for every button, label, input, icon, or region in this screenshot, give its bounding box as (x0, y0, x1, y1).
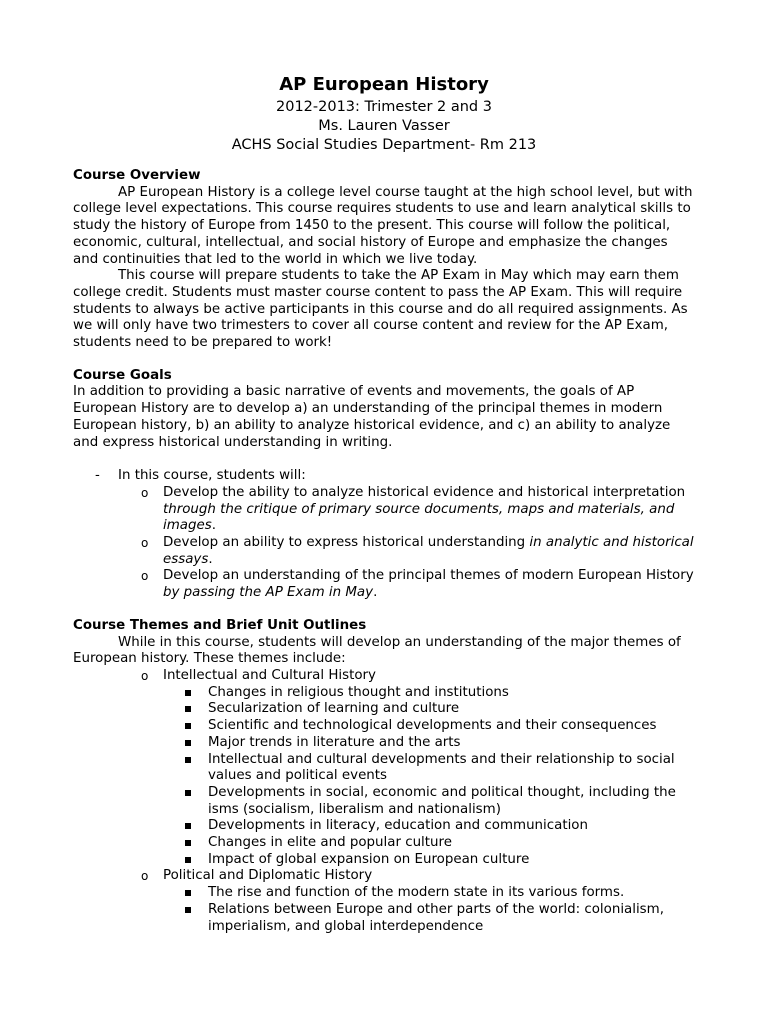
theme-item (73, 718, 695, 735)
theme-item-text: Changes in religious thought and institutions (208, 684, 509, 700)
themes-list-2 (73, 868, 695, 885)
goal-emphasis: through the critique of primary source documents, maps and materials, and images (163, 501, 675, 534)
square-bullet (185, 790, 191, 796)
theme-group (73, 668, 695, 685)
theme-group-title: Political and Diplomatic History (163, 868, 373, 884)
teacher-line: Ms. Lauren Vasser (318, 118, 450, 134)
square-bullet (185, 840, 191, 846)
theme-group (73, 868, 695, 885)
theme-item-text: Scientific and technological developments and their consequences (208, 718, 657, 734)
document-title: AP European History (279, 74, 489, 95)
goal-tail: . (373, 585, 378, 601)
square-bullet (185, 740, 191, 746)
circle-bullet: o (141, 485, 149, 500)
theme-item-text: The rise and function of the modern state in its various forms. (208, 885, 625, 901)
course-overview-heading: Course Overview (73, 168, 201, 183)
themes-intro: While in this course, students will develop an understanding of the major themes of European history. These themes include: (73, 634, 681, 667)
overview-paragraph-1: AP European History is a college level course taught at the high school level, but with college level expectations. This course requires students to use and learn analytical skills to study the history of Europe from 1450 to the present. This course will follow the political, economic, cultural, intellectual, and social history of Europe and emphasize the changes and continuities that led to the world in which we live today. (73, 184, 693, 267)
theme-item-text: Developments in social, economic and political thought, including the isms (socialism, liberalism and nationalism) (208, 784, 676, 817)
themes-list (73, 668, 695, 685)
theme-item (73, 885, 695, 902)
square-bullet (185, 890, 191, 896)
political-diplomatic-list (73, 885, 695, 935)
overview-paragraph-2: This course will prepare students to take the AP Exam in May which may earn them college credit. Students must master course content to pass the AP Exam. This will require students to always be active participants in this course and do all required assignments. As we will only have two trimesters to cover all course content and review for the AP Exam, students need to be prepared to work! (73, 268, 688, 351)
term-line: 2012-2013: Trimester 2 and 3 (276, 99, 492, 115)
theme-item-text: Relations between Europe and other parts of the world: colonialism, imperialism, and global interdependence (208, 901, 664, 934)
theme-item-text: Intellectual and cultural developments and their relationship to social values and political events (208, 751, 675, 784)
square-bullet (185, 907, 191, 913)
goals-intro-item (73, 468, 695, 485)
circle-bullet: o (141, 869, 149, 884)
theme-item-text: Developments in literacy, education and communication (208, 818, 588, 834)
theme-item (73, 752, 695, 785)
theme-item (73, 818, 695, 835)
goal-item (73, 535, 695, 568)
square-bullet (185, 757, 191, 763)
circle-bullet: o (141, 536, 149, 551)
document-page (73, 74, 695, 935)
circle-bullet: o (141, 668, 149, 683)
square-bullet (185, 723, 191, 729)
theme-item (73, 701, 695, 718)
goal-text: Develop the ability to analyze historical evidence and historical interpretation (163, 484, 686, 500)
theme-item (73, 835, 695, 852)
intellectual-cultural-list (73, 685, 695, 869)
theme-item (73, 785, 695, 818)
theme-item (73, 685, 695, 702)
theme-item-text: Changes in elite and popular culture (208, 835, 452, 851)
square-bullet (185, 857, 191, 863)
square-bullet (185, 706, 191, 712)
goals-intro-text: In this course, students will: (118, 468, 306, 484)
goal-emphasis: by passing the AP Exam in May (163, 585, 374, 601)
theme-item (73, 735, 695, 752)
goal-text: Develop an ability to express historical understanding (163, 535, 530, 551)
theme-item-text: Major trends in literature and the arts (208, 734, 461, 750)
goal-emphasis: in analytic and historical essays (163, 535, 694, 567)
theme-item-text: Impact of global expansion on European culture (208, 851, 530, 867)
dash-bullet: - (95, 468, 100, 484)
goals-list (73, 485, 695, 602)
goal-text: Develop an understanding of the principal themes of modern European History (163, 568, 694, 584)
theme-group-title: Intellectual and Cultural History (163, 667, 376, 683)
theme-item (73, 902, 695, 935)
square-bullet (185, 823, 191, 829)
goal-item (73, 485, 695, 535)
goals-paragraph: In addition to providing a basic narrative of events and movements, the goals of AP European History are to develop a) an understanding of the principal themes in modern European history, b) an ability to analyze historical evidence, and c) an ability to analyze and express historical understanding in writing. (73, 384, 671, 450)
goal-tail: . (211, 518, 216, 534)
circle-bullet: o (141, 569, 149, 584)
square-bullet (185, 690, 191, 696)
department-line: ACHS Social Studies Department- Rm 213 (231, 137, 537, 153)
goal-item (73, 568, 695, 601)
theme-item (73, 852, 695, 869)
course-themes-heading: Course Themes and Brief Unit Outlines (73, 617, 367, 633)
goal-tail: . (208, 551, 213, 567)
course-goals-heading: Course Goals (73, 367, 172, 383)
theme-item-text: Secularization of learning and culture (208, 701, 460, 717)
